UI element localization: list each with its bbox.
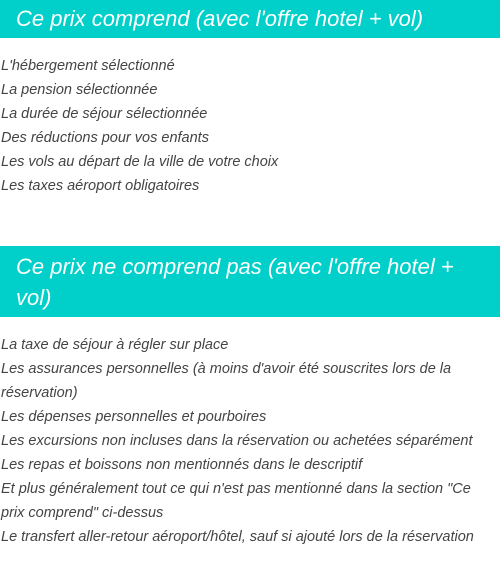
included-list xyxy=(0,54,500,198)
excluded-item-insurance: Les assurances personnelles (à moins d'avoir été souscrites lors de la réservation) xyxy=(1,361,452,401)
included-section xyxy=(0,0,500,198)
excluded-item-personal-expenses: Les dépenses personnelles et pourboires xyxy=(1,409,267,425)
excluded-section xyxy=(0,246,500,549)
excluded-item-transfer: Le transfert aller-retour aéroport/hôtel, sauf si ajouté lors de la réservation xyxy=(1,529,474,545)
excluded-item-meals-drinks: Les repas et boissons non mentionnés dans le descriptif xyxy=(1,457,363,473)
included-section-title: Ce prix comprend (avec l'offre hotel + vol) xyxy=(0,0,500,38)
excluded-item-tourist-tax: La taxe de séjour à régler sur place xyxy=(1,337,229,353)
excluded-list xyxy=(0,333,500,549)
included-item-duration: La durée de séjour sélectionnée xyxy=(1,106,208,122)
included-item-board: La pension sélectionnée xyxy=(1,82,158,98)
included-item-airport-taxes: Les taxes aéroport obligatoires xyxy=(1,178,200,194)
excluded-section-title: Ce prix ne comprend pas (avec l'offre hotel + vol) xyxy=(0,246,500,317)
excluded-item-general: Et plus généralement tout ce qui n'est pas mentionné dans la section "Ce prix comprend" ci-dessus xyxy=(1,481,471,521)
included-item-child-discounts: Des réductions pour vos enfants xyxy=(1,130,209,146)
included-item-flights: Les vols au départ de la ville de votre choix xyxy=(1,154,279,170)
included-item-accommodation: L'hébergement sélectionné xyxy=(1,58,175,74)
excluded-item-excursions: Les excursions non incluses dans la réservation ou achetées séparément xyxy=(1,433,473,449)
